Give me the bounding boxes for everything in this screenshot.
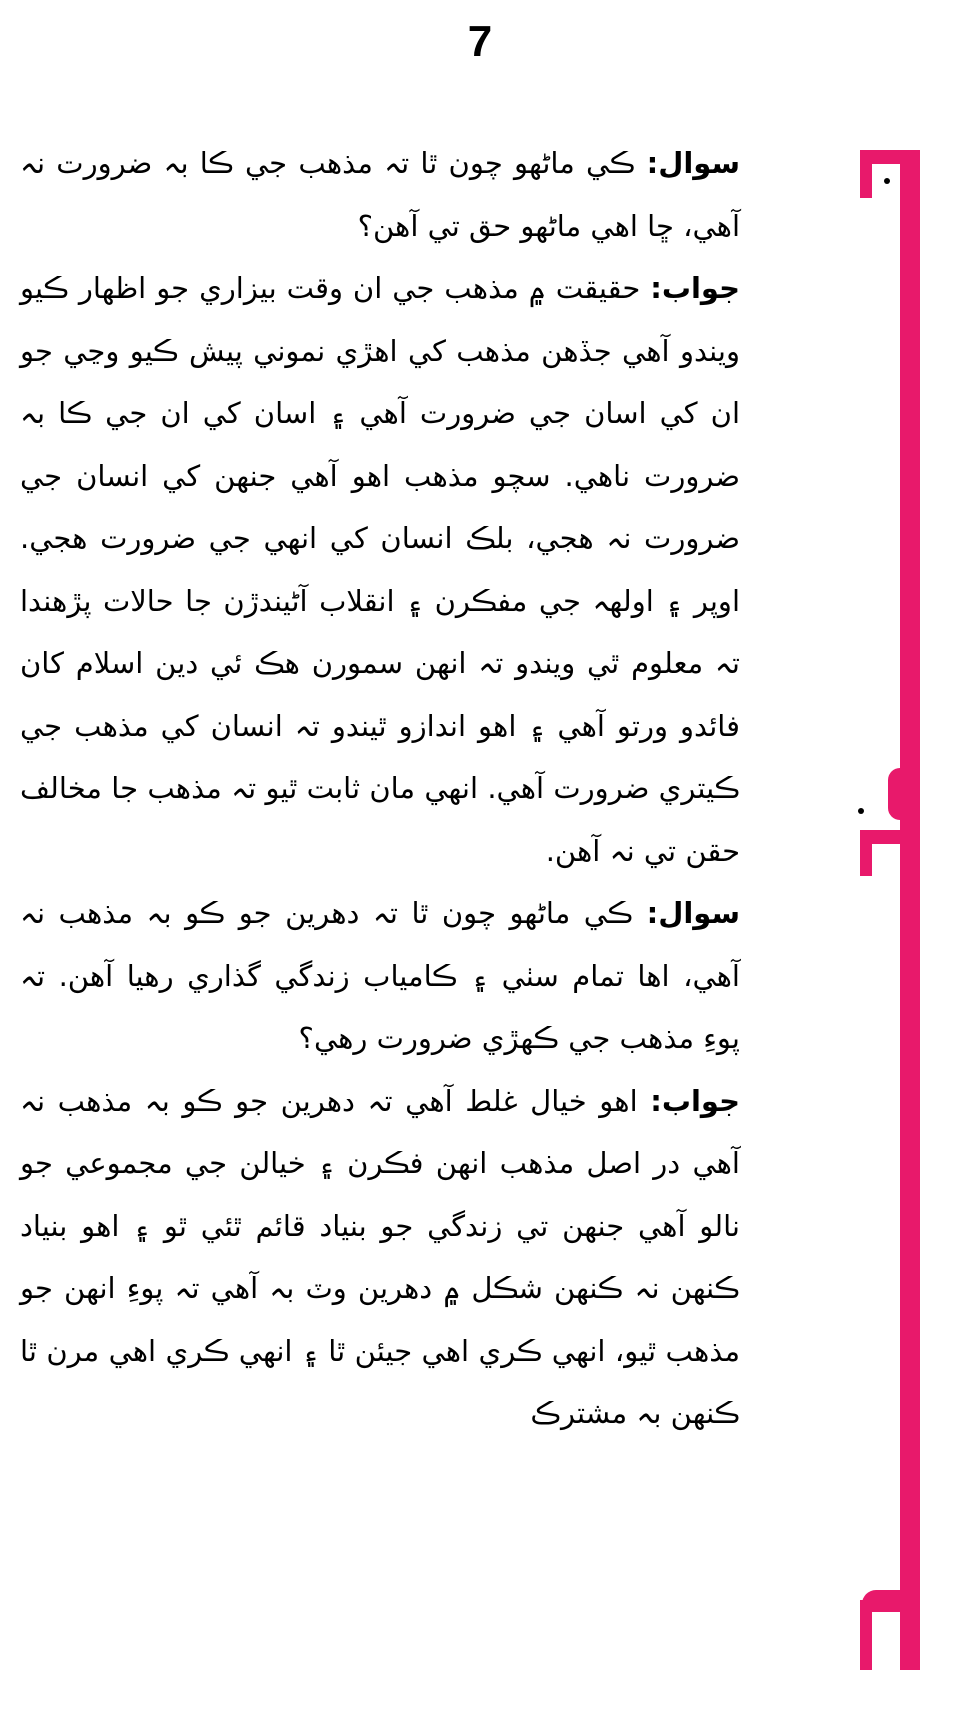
sidebar-bar bbox=[900, 150, 920, 1670]
sidebar-bulge bbox=[888, 768, 912, 820]
sidebar-top-hook bbox=[860, 150, 872, 198]
answer-label: جواب: bbox=[650, 1083, 740, 1118]
answer-label: جواب: bbox=[650, 271, 740, 305]
sidebar-bottom-stem bbox=[860, 1600, 872, 1670]
question-label: سوال: bbox=[646, 896, 740, 930]
page-number: 7 bbox=[467, 17, 493, 66]
paragraph-text: اهو خيال غلط آهي تہ دهرين جو ڪو بہ مذهب نہ آهي در اصل مذهب انهن فڪرن ۽ خيالن جي مجموعي جو نالو آهي جنهن تي زندگي جو بنياد قائم ٿئي ٿو ۽ اهو بنياد ڪنهن نہ ڪنهن شڪل ۾ دهرين وٽ بہ آهي تہ پوءِ انهن جو مذهب ٿيو، انهي ڪري اهي جيئن ٿا ۽ انهي ڪري اهي مرن ٿا ڪنهن بہ مشترڪ bbox=[20, 1083, 740, 1430]
question-paragraph bbox=[20, 132, 740, 257]
question-paragraph bbox=[20, 882, 740, 1070]
paragraph-text: ڪي ماڻهو چون ٿا تہ دهرين جو ڪو بہ مذهب نہ آهي، اها تمام سٺي ۽ ڪامياب زندگي گذاري رهيا آهن. تہ پوءِ مذهب جي ڪهڙي ضرورت رهي؟ bbox=[20, 896, 740, 1055]
sidebar-notch-hook bbox=[860, 830, 872, 876]
paragraph-text: ڪي ماڻهو چون ٿا تہ مذهب جي ڪا بہ ضرورت نہ آهي، ڇا اهي ماڻهو حق تي آهن؟ bbox=[20, 146, 740, 243]
question-label: سوال: bbox=[646, 146, 740, 180]
text-body bbox=[20, 132, 740, 1445]
answer-paragraph bbox=[20, 257, 740, 882]
decorative-sidebar bbox=[860, 130, 930, 1690]
sidebar-dot bbox=[858, 808, 864, 814]
paragraph-text: حقيقت ۾ مذهب جي ان وقت بيزاري جو اظهار ڪيو ويندو آهي جڏهن مذهب کي اهڙي نموني پيش ڪيو وڃي جو ان کي اسان جي ضرورت آهي ۽ اسان کي ان جي ڪا بہ ضرورت ناهي. سچو مذهب اهو آهي جنهن کي انسان جي ضرورت نہ هجي، بلڪ انسان کي انهي جي ضرورت هجي. اوپر ۽ اولهہ جي مفڪرن ۽ انقلاب آڻيندڙن جا حالات پڙهندا تہ معلوم ٿي ويندو تہ انهن سمورن هڪ ئي دين اسلام کان فائدو ورتو آهي ۽ اهو اندازو ٿيندو تہ انسان کي مذهب جي ڪيتري ضرورت آهي. انهي مان ثابت ٿيو تہ مذهب جا مخالف حقن تي نہ آهن. bbox=[20, 271, 740, 868]
sidebar-dot bbox=[884, 178, 890, 184]
answer-paragraph bbox=[20, 1070, 740, 1445]
